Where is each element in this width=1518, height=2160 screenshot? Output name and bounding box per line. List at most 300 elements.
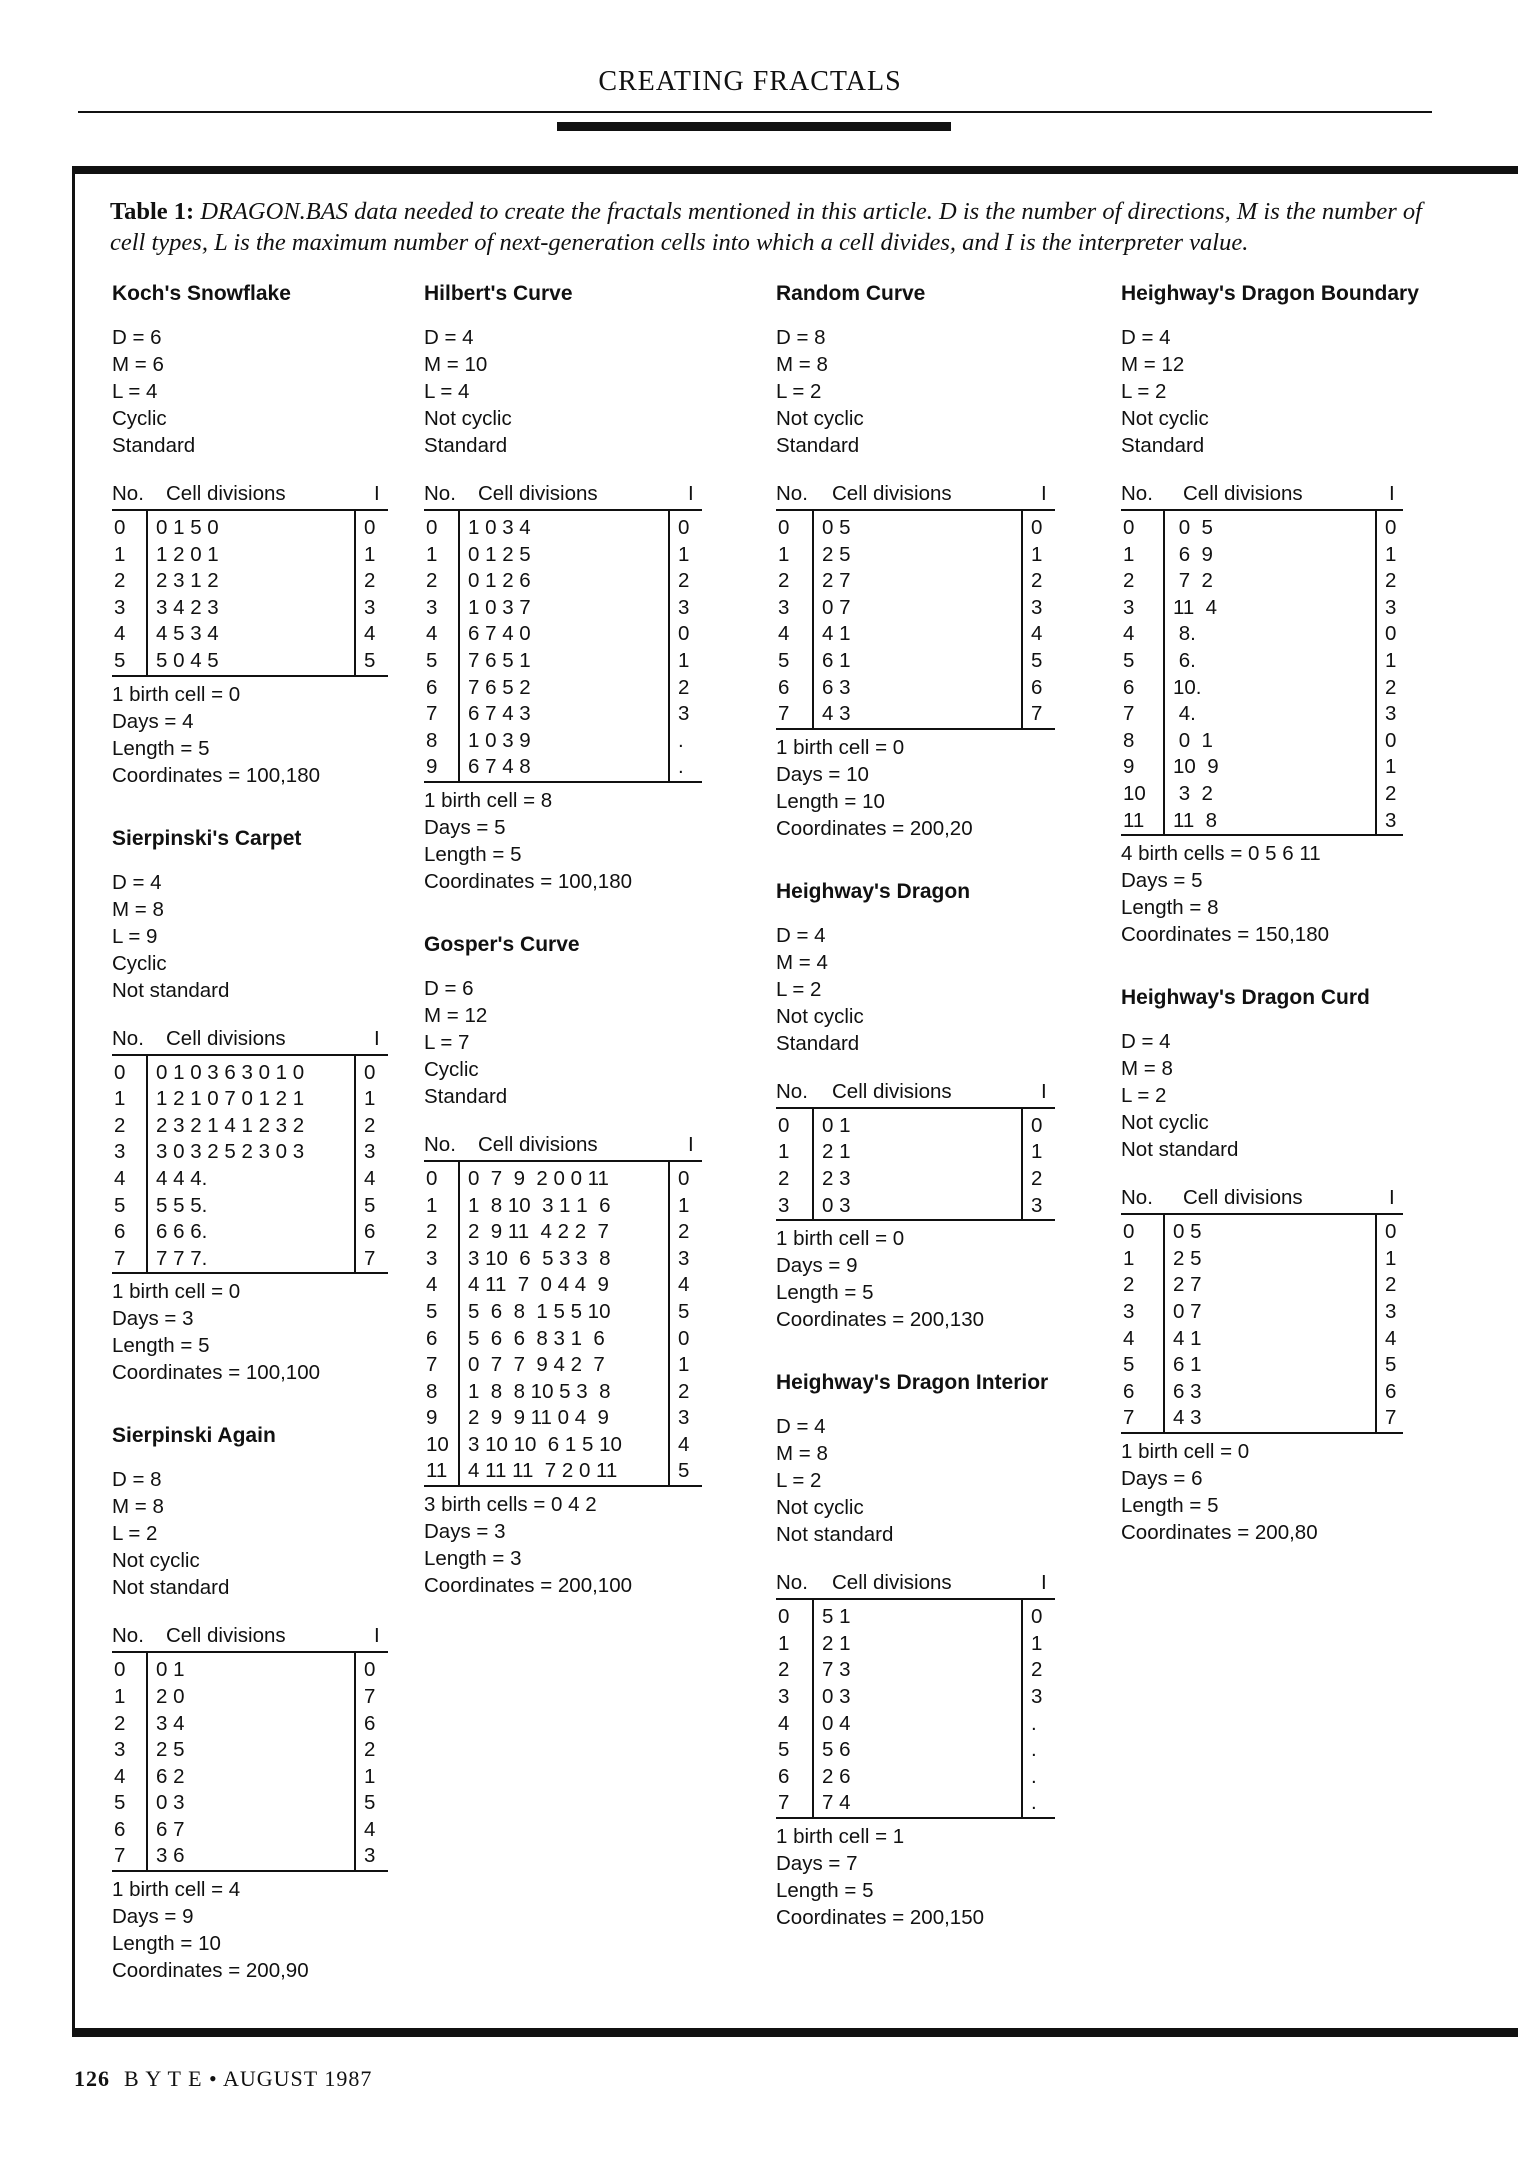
- cell-divisions: 2 7: [822, 569, 851, 593]
- cell-number: 7: [778, 702, 790, 726]
- interpreter-value: 5: [678, 1459, 690, 1483]
- footer-line: Length = 5: [776, 1281, 874, 1305]
- footer-line: Coordinates = 200,20: [776, 816, 973, 840]
- interpreter-value: 7: [364, 1246, 376, 1270]
- interpreter-value: 0: [678, 1166, 690, 1190]
- cell-number: 2: [778, 1166, 790, 1190]
- header-no: No.: [1121, 482, 1153, 505]
- cell-divisions: 7 2: [1173, 569, 1213, 593]
- cell-number: 7: [426, 702, 438, 726]
- cell-division-table: [424, 481, 702, 783]
- cell-divisions: 4 11 11 7 2 0 11: [468, 1459, 618, 1483]
- interpreter-value: 3: [678, 1246, 690, 1270]
- cell-divisions: 0 7: [822, 595, 851, 619]
- interpreter-value: 2: [364, 569, 376, 593]
- cell-division-table: [776, 1570, 1055, 1819]
- column-divider: [812, 1109, 814, 1219]
- column-divider: [146, 1653, 148, 1870]
- table-row: [424, 568, 702, 595]
- interpreter-value: 3: [1031, 595, 1043, 619]
- table-row: [112, 595, 388, 622]
- table-header: [112, 481, 388, 511]
- table-row: [112, 1193, 388, 1220]
- magazine-issue: B Y T E • AUGUST 1987: [124, 2066, 373, 2091]
- cell-divisions: 4 4 4.: [156, 1166, 208, 1190]
- cell-number: 4: [114, 1764, 126, 1788]
- footer-line: Days = 3: [424, 1520, 506, 1544]
- cell-number: 1: [778, 1631, 790, 1655]
- cell-divisions: 2 9 9 11 0 4 9: [468, 1406, 609, 1430]
- cell-divisions: 3 10 6 5 3 3 8: [468, 1246, 611, 1270]
- fractal-footer: [776, 1225, 1106, 1333]
- interpreter-value: 0: [1385, 622, 1397, 646]
- cell-number: 0: [778, 516, 790, 539]
- table-header: [776, 481, 1055, 511]
- footer-line: Coordinates = 150,180: [1121, 923, 1330, 947]
- cell-number: 3: [114, 1738, 126, 1762]
- param-line: M = 4: [776, 950, 828, 974]
- table-row: [776, 1193, 1055, 1220]
- interpreter-value: 2: [1385, 675, 1397, 699]
- cell-number: 11: [1123, 808, 1145, 832]
- interpreter-value: 0: [678, 516, 690, 539]
- cell-number: 0: [426, 516, 438, 539]
- table-row: [112, 568, 388, 595]
- interpreter-value: 4: [364, 1817, 376, 1841]
- interpreter-value: 5: [364, 1193, 376, 1217]
- cell-divisions: 6 7 4 3: [468, 702, 531, 726]
- header-cell-divisions: Cell divisions: [1183, 1186, 1303, 1210]
- interpreter-value: 6: [364, 1711, 376, 1735]
- cell-divisions: 1 2 1 0 7 0 1 2 1: [156, 1087, 305, 1111]
- cell-divisions: 3 6: [156, 1844, 185, 1868]
- interpreter-value: 4: [678, 1432, 690, 1456]
- cell-number: 11: [426, 1459, 448, 1483]
- cell-divisions: 6 7 4 0: [468, 622, 531, 646]
- cell-number: 6: [426, 1326, 438, 1350]
- page-footer: [74, 2066, 372, 2092]
- param-line: Not cyclic: [112, 1549, 200, 1573]
- table-body: [424, 511, 702, 783]
- cell-divisions: 10 9: [1173, 755, 1219, 779]
- column-divider: [812, 511, 814, 728]
- interpreter-value: 1: [1385, 755, 1397, 779]
- footer-line: Coordinates = 200,130: [776, 1308, 985, 1332]
- footer-line: Length = 5: [1121, 1493, 1219, 1517]
- cell-divisions: 4 3: [1173, 1406, 1202, 1430]
- interpreter-value: 0: [364, 1060, 376, 1084]
- cell-number: 7: [426, 1353, 438, 1377]
- fractal-gosper-s-curve: [424, 933, 754, 1599]
- cell-divisions: 1 0 3 7: [468, 595, 531, 619]
- cell-number: 7: [1123, 702, 1135, 726]
- cell-divisions: 6 1: [1173, 1353, 1202, 1377]
- cell-divisions: 2 7: [1173, 1273, 1202, 1297]
- table-row: [776, 675, 1055, 702]
- table-row: [112, 1764, 388, 1791]
- table-row: [776, 515, 1055, 542]
- interpreter-value: 2: [678, 675, 690, 699]
- param-line: L = 4: [112, 380, 158, 403]
- cell-number: 8: [1123, 728, 1135, 752]
- cell-number: 2: [778, 569, 790, 593]
- interpreter-value: 2: [1031, 569, 1043, 593]
- footer-line: 4 birth cells = 0 5 6 11: [1121, 842, 1321, 866]
- fractal-sierpinski-again: [112, 1424, 442, 1984]
- fractal-title: Koch's Snowflake: [112, 282, 291, 305]
- param-line: Not cyclic: [1121, 1111, 1209, 1135]
- cell-number: 8: [426, 1379, 438, 1403]
- table-frame-top: [72, 166, 1518, 174]
- interpreter-value: .: [678, 728, 684, 752]
- param-line: D = 4: [424, 326, 474, 349]
- interpreter-value: 6: [364, 1220, 376, 1244]
- column-divider: [354, 1056, 356, 1273]
- cell-number: 4: [778, 1711, 790, 1735]
- cell-number: 0: [114, 1060, 126, 1084]
- cell-number: 1: [1123, 542, 1135, 566]
- cell-number: 6: [1123, 1379, 1135, 1403]
- table-row: [424, 675, 702, 702]
- cell-number: 7: [114, 1844, 126, 1868]
- table-row: [112, 1817, 388, 1844]
- cell-divisions: 7 4: [822, 1791, 851, 1815]
- interpreter-value: 6: [1031, 675, 1043, 699]
- cell-number: 6: [426, 675, 438, 699]
- interpreter-value: 3: [1385, 702, 1397, 726]
- cell-number: 2: [114, 1711, 126, 1735]
- table-row: [424, 1219, 702, 1246]
- column-divider: [668, 1162, 670, 1485]
- header-no: No.: [1121, 1186, 1153, 1210]
- table-row: [112, 1684, 388, 1711]
- column-divider: [354, 1653, 356, 1870]
- table-row: [424, 1432, 702, 1459]
- fractal-random-curve: [776, 282, 1106, 842]
- table-row: [112, 621, 388, 648]
- header-no: No.: [112, 1624, 144, 1648]
- fractal-params: [776, 1413, 1106, 1548]
- table-header: [1121, 481, 1403, 511]
- cell-divisions: 0 7 7 9 4 2 7: [468, 1353, 605, 1377]
- header-bar: [557, 122, 951, 131]
- interpreter-value: 0: [364, 516, 376, 539]
- table-frame-left: [72, 166, 75, 2037]
- param-line: D = 6: [424, 976, 474, 1000]
- param-line: Not standard: [112, 1576, 230, 1600]
- fractal-footer: [424, 787, 754, 895]
- interpreter-value: 2: [1385, 781, 1397, 805]
- column-3: [776, 282, 1106, 1969]
- cell-number: 2: [426, 569, 438, 593]
- column-4: [1121, 282, 1451, 1584]
- cell-number: 1: [114, 1684, 126, 1708]
- table-row: [776, 1166, 1055, 1193]
- fractal-footer: [1121, 1438, 1451, 1546]
- cell-divisions: 0 7 9 2 0 0 11: [468, 1166, 609, 1190]
- header-cell-divisions: Cell divisions: [166, 482, 286, 505]
- table-row: [776, 542, 1055, 569]
- header-cell-divisions: Cell divisions: [832, 1079, 952, 1103]
- interpreter-value: 1: [678, 1353, 690, 1377]
- cell-number: 1: [778, 542, 790, 566]
- cell-divisions: 6 2: [156, 1764, 185, 1788]
- param-line: D = 4: [776, 1415, 826, 1439]
- interpreter-value: 1: [1031, 1631, 1043, 1655]
- fractal-params: [1121, 324, 1451, 459]
- table-body: [776, 1600, 1055, 1819]
- cell-divisions: 1 8 10 3 1 1 6: [468, 1193, 611, 1217]
- table-row: [776, 648, 1055, 675]
- interpreter-value: 0: [364, 1658, 376, 1682]
- cell-number: 2: [426, 1220, 438, 1244]
- table-row: [424, 1299, 702, 1326]
- interpreter-value: 6: [1385, 1379, 1397, 1403]
- cell-number: 0: [114, 1658, 126, 1682]
- cell-number: 3: [778, 1193, 790, 1217]
- header-cell-divisions: Cell divisions: [478, 1132, 598, 1156]
- header-cell-divisions: Cell divisions: [832, 1571, 952, 1595]
- cell-divisions: 6 3: [1173, 1379, 1202, 1403]
- table-frame-bottom: [72, 2028, 1518, 2037]
- cell-number: 4: [114, 622, 126, 646]
- cell-divisions: 4.: [1173, 702, 1196, 726]
- table-row: [776, 1711, 1055, 1738]
- param-line: M = 8: [776, 1442, 828, 1466]
- cell-number: 5: [114, 1193, 126, 1217]
- interpreter-value: 3: [678, 595, 690, 619]
- cell-divisions: 2 9 11 4 2 2 7: [468, 1220, 609, 1244]
- param-line: L = 7: [424, 1030, 470, 1054]
- cell-number: 3: [1123, 595, 1135, 619]
- table-row: [424, 1326, 702, 1353]
- cell-number: 0: [1123, 1220, 1135, 1244]
- param-line: Not cyclic: [1121, 407, 1209, 430]
- cell-number: 2: [1123, 1273, 1135, 1297]
- cell-divisions: 2 3 2 1 4 1 2 3 2: [156, 1113, 305, 1137]
- page-header: CREATING FRACTALS: [598, 66, 902, 97]
- cell-divisions: 0 5: [1173, 1220, 1202, 1244]
- param-line: D = 4: [1121, 1030, 1171, 1054]
- fractal-params: [424, 324, 754, 459]
- fractal-footer: [776, 734, 1106, 842]
- cell-number: 5: [1123, 648, 1135, 672]
- header-cell-divisions: Cell divisions: [166, 1624, 286, 1648]
- cell-division-table: [424, 1132, 702, 1487]
- cell-number: 3: [114, 595, 126, 619]
- param-line: Standard: [776, 1031, 860, 1055]
- footer-line: Length = 5: [776, 1878, 874, 1902]
- header-cell-divisions: Cell divisions: [478, 482, 598, 505]
- interpreter-value: 3: [364, 1140, 376, 1164]
- interpreter-value: 2: [678, 569, 690, 593]
- cell-number: 3: [426, 1246, 438, 1270]
- interpreter-value: 0: [1031, 1113, 1043, 1137]
- cell-divisions: 5 6 8 1 5 5 10: [468, 1299, 611, 1323]
- cell-number: 5: [114, 648, 126, 672]
- footer-line: Coordinates = 100,180: [424, 869, 633, 893]
- cell-divisions: 1 0 3 9: [468, 728, 531, 752]
- table-row: [424, 754, 702, 781]
- cell-number: 7: [114, 1246, 126, 1270]
- footer-line: Days = 3: [112, 1307, 194, 1331]
- cell-number: 6: [114, 1817, 126, 1841]
- table-row: [776, 1657, 1055, 1684]
- cell-number: 0: [778, 1605, 790, 1629]
- cell-number: 4: [1123, 622, 1135, 646]
- column-divider: [146, 511, 148, 675]
- interpreter-value: 2: [1031, 1658, 1043, 1682]
- cell-divisions: 0 3: [822, 1193, 851, 1217]
- footer-line: Coordinates = 200,100: [424, 1574, 633, 1598]
- cell-divisions: 0 1: [1173, 728, 1213, 752]
- interpreter-value: 1: [1031, 1140, 1043, 1164]
- table-row: [424, 1405, 702, 1432]
- cell-number: 1: [778, 1140, 790, 1164]
- cell-number: 2: [114, 1113, 126, 1137]
- fractal-title: Gosper's Curve: [424, 932, 580, 956]
- param-line: L = 9: [112, 924, 158, 948]
- cell-number: 10: [1123, 781, 1146, 805]
- fractal-heighway-s-dragon-boundary: [1121, 282, 1451, 948]
- footer-line: Days = 10: [776, 762, 869, 786]
- interpreter-value: 3: [1385, 595, 1397, 619]
- param-line: M = 8: [112, 1495, 164, 1519]
- table-row: [776, 595, 1055, 622]
- interpreter-value: .: [1031, 1764, 1037, 1788]
- table-header: [1121, 1185, 1403, 1215]
- param-line: M = 8: [776, 353, 828, 376]
- interpreter-value: 7: [1385, 1406, 1397, 1430]
- fractal-footer: [424, 1491, 754, 1599]
- cell-divisions: 7 3: [822, 1658, 851, 1682]
- param-line: M = 8: [112, 897, 164, 921]
- table-body: [112, 1653, 388, 1872]
- header-cell-divisions: Cell divisions: [1183, 482, 1303, 505]
- cell-number: 0: [114, 516, 126, 539]
- param-line: Not cyclic: [776, 407, 864, 430]
- cell-number: 1: [114, 1087, 126, 1111]
- cell-division-table: [1121, 481, 1403, 836]
- table-row: [112, 1139, 388, 1166]
- fractal-title: Sierpinski's Carpet: [112, 826, 302, 850]
- footer-line: Length = 8: [1121, 896, 1219, 920]
- cell-divisions: 0 3: [156, 1791, 185, 1815]
- table-row: [112, 542, 388, 569]
- fractal-title: Sierpinski Again: [112, 1424, 276, 1448]
- cell-number: 7: [778, 1791, 790, 1815]
- interpreter-value: 4: [1385, 1326, 1397, 1350]
- param-line: Standard: [424, 434, 508, 457]
- param-line: M = 10: [424, 353, 488, 376]
- header-interpreter: I: [688, 482, 694, 505]
- footer-line: 1 birth cell = 0: [1121, 1439, 1250, 1463]
- interpreter-value: 4: [1031, 622, 1043, 646]
- cell-number: 5: [778, 1738, 790, 1762]
- header-cell-divisions: Cell divisions: [832, 482, 952, 505]
- fractal-footer: [112, 1278, 442, 1386]
- footer-line: Days = 5: [1121, 869, 1203, 893]
- fractal-heighway-s-dragon-interior: [776, 1371, 1106, 1931]
- param-line: Standard: [424, 1084, 508, 1108]
- fractal-title: Random Curve: [776, 282, 926, 305]
- footer-line: Days = 6: [1121, 1466, 1203, 1490]
- cell-division-table: [776, 1079, 1055, 1221]
- cell-number: 1: [114, 542, 126, 566]
- param-line: D = 8: [112, 1468, 162, 1492]
- interpreter-value: 2: [1031, 1166, 1043, 1190]
- cell-divisions: 0 1: [822, 1113, 851, 1137]
- caption-label: Table 1:: [110, 198, 195, 225]
- table-row: [112, 1711, 388, 1738]
- table-row: [776, 1631, 1055, 1658]
- table-row: [424, 648, 702, 675]
- footer-line: 1 birth cell = 1: [776, 1824, 905, 1848]
- table-row: [776, 1790, 1055, 1817]
- header-rule: [78, 111, 1432, 113]
- param-line: L = 2: [776, 1469, 822, 1493]
- footer-line: Length = 5: [112, 1334, 210, 1358]
- table-header: [112, 1026, 388, 1056]
- cell-divisions: 0 1 2 5: [468, 542, 531, 566]
- footer-line: Length = 3: [424, 1547, 522, 1571]
- cell-divisions: 4 5 3 4: [156, 622, 219, 646]
- cell-divisions: 4 1: [822, 622, 851, 646]
- cell-divisions: 3 4: [156, 1711, 185, 1735]
- cell-divisions: 1 2 0 1: [156, 542, 219, 566]
- cell-divisions: 6.: [1173, 648, 1196, 672]
- column-divider: [354, 511, 356, 675]
- param-line: L = 4: [424, 380, 470, 403]
- table-body: [112, 1056, 388, 1275]
- cell-divisions: 5 1: [822, 1605, 851, 1629]
- cell-number: 0: [1123, 516, 1135, 539]
- cell-divisions: 2 5: [156, 1738, 185, 1762]
- param-line: M = 12: [1121, 353, 1185, 376]
- cell-number: 3: [778, 1684, 790, 1708]
- interpreter-value: 7: [364, 1684, 376, 1708]
- table-row: [112, 1219, 388, 1246]
- cell-divisions: 4 11 7 0 4 4 9: [468, 1273, 609, 1297]
- table-row: [424, 1458, 702, 1485]
- param-line: Not standard: [776, 1523, 894, 1547]
- header-cell-divisions: Cell divisions: [166, 1026, 286, 1050]
- column-divider: [1021, 1109, 1023, 1219]
- table-header: [424, 1132, 702, 1162]
- cell-divisions: 0 1 2 6: [468, 569, 531, 593]
- interpreter-value: 1: [364, 1764, 376, 1788]
- table-body: [424, 1162, 702, 1487]
- table-header: [776, 1079, 1055, 1109]
- cell-divisions: 11 4: [1173, 595, 1218, 619]
- cell-division-table: [112, 481, 388, 677]
- cell-divisions: 2 5: [822, 542, 851, 566]
- table-row: [112, 1790, 388, 1817]
- column-1: [112, 282, 442, 2022]
- param-line: D = 4: [776, 923, 826, 947]
- cell-number: 1: [426, 542, 438, 566]
- fractal-title: Heighway's Dragon Boundary: [1121, 282, 1419, 305]
- footer-line: Length = 10: [776, 789, 885, 813]
- interpreter-value: 3: [1031, 1193, 1043, 1217]
- fractal-hilbert-s-curve: [424, 282, 754, 895]
- table-row: [112, 1246, 388, 1273]
- cell-divisions: 6 7: [156, 1817, 185, 1841]
- table-row: [776, 1737, 1055, 1764]
- footer-line: Days = 5: [424, 815, 506, 839]
- cell-divisions: 6 1: [822, 648, 851, 672]
- footer-line: Coordinates = 100,180: [112, 763, 321, 787]
